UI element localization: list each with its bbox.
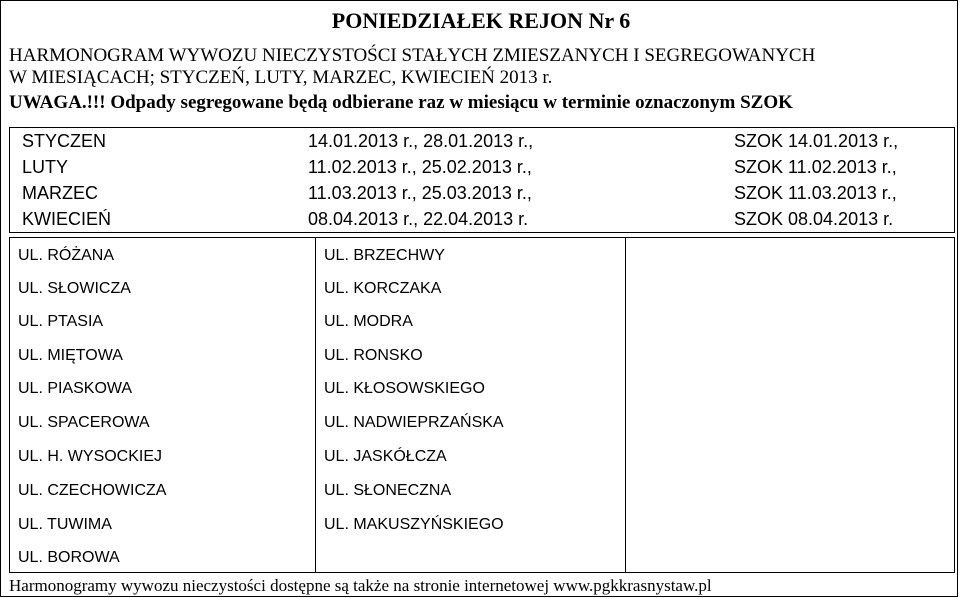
street-item: UL. RONSKO: [324, 347, 423, 364]
street-item: UL. MAKUSZYŃSKIEGO: [324, 516, 504, 533]
page-title: PONIEDZIAŁEK REJON Nr 6: [331, 8, 631, 33]
schedule-heading-line-1: HARMONOGRAM WYWOZU NIECZYSTOŚCI STAŁYCH ZMIESZANYCH I SEGREGOWANYCH: [9, 45, 816, 66]
street-item: UL. NADWIEPRZAŃSKA: [324, 414, 504, 431]
street-item: UL. PTASIA: [18, 313, 104, 330]
street-item: UL. BRZECHWY: [324, 247, 445, 264]
street-item: UL. PIASKOWA: [18, 380, 133, 397]
schedule-dates: 08.04.2013 r., 22.04.2013 r.: [308, 209, 529, 229]
schedule-dates: 14.01.2013 r., 28.01.2013 r.,: [308, 131, 534, 151]
street-item: UL. CZECHOWICZA: [18, 482, 167, 499]
schedule-heading-line-2: W MIESIĄCACH; STYCZEŃ, LUTY, MARZEC, KWIECIEŃ 2013 r.: [9, 67, 553, 88]
street-item: UL. MIĘTOWA: [18, 347, 123, 364]
schedule-month: LUTY: [22, 157, 69, 177]
footer-note: Harmonogramy wywozu nieczystości dostępne są także na stronie internetowej www.pgkkrasnystaw.pl: [9, 576, 712, 595]
street-item: UL. KŁOSOWSKIEGO: [324, 380, 485, 397]
schedule-szok: SZOK 11.03.2013 r.,: [734, 183, 897, 203]
schedule-month: STYCZEN: [22, 131, 107, 151]
schedule-row: [10, 206, 954, 232]
schedule-row: [10, 128, 954, 154]
street-item: UL. TUWIMA: [18, 516, 112, 533]
street-item: UL. SPACEROWA: [18, 414, 150, 431]
schedule-row: [10, 154, 954, 180]
schedule-dates: 11.02.2013 r., 25.02.2013 r.,: [308, 157, 532, 177]
schedule-szok: SZOK 14.01.2013 r.,: [734, 131, 899, 151]
street-item: UL. JASKÓŁCZA: [324, 448, 447, 465]
schedule-month: KWIECIEŃ: [22, 209, 112, 229]
warning-note: UWAGA.!!! Odpady segregowane będą odbierane raz w miesiącu w terminie oznaczonym SZOK: [9, 92, 793, 113]
street-item: UL. BOROWA: [18, 549, 120, 566]
street-item: UL. H. WYSOCKIEJ: [18, 448, 163, 465]
schedule-szok: SZOK 11.02.2013 r.,: [734, 157, 897, 177]
streets-table: [9, 237, 955, 573]
street-item: UL. SŁOWICZA: [18, 280, 131, 297]
streets-column-right: [316, 238, 626, 572]
street-item: UL. MODRA: [324, 313, 413, 330]
schedule-month: MARZEC: [22, 183, 98, 203]
schedule-table: [9, 127, 955, 233]
schedule-dates: 11.03.2013 r., 25.03.2013 r.,: [308, 183, 532, 203]
streets-column-left: [10, 238, 316, 572]
schedule-szok: SZOK 08.04.2013 r.: [734, 209, 894, 229]
schedule-row: [10, 180, 954, 206]
street-item: UL. KORCZAKA: [324, 280, 442, 297]
street-item: UL. RÓŻANA: [18, 247, 115, 264]
street-item: UL. SŁONECZNA: [324, 482, 452, 499]
